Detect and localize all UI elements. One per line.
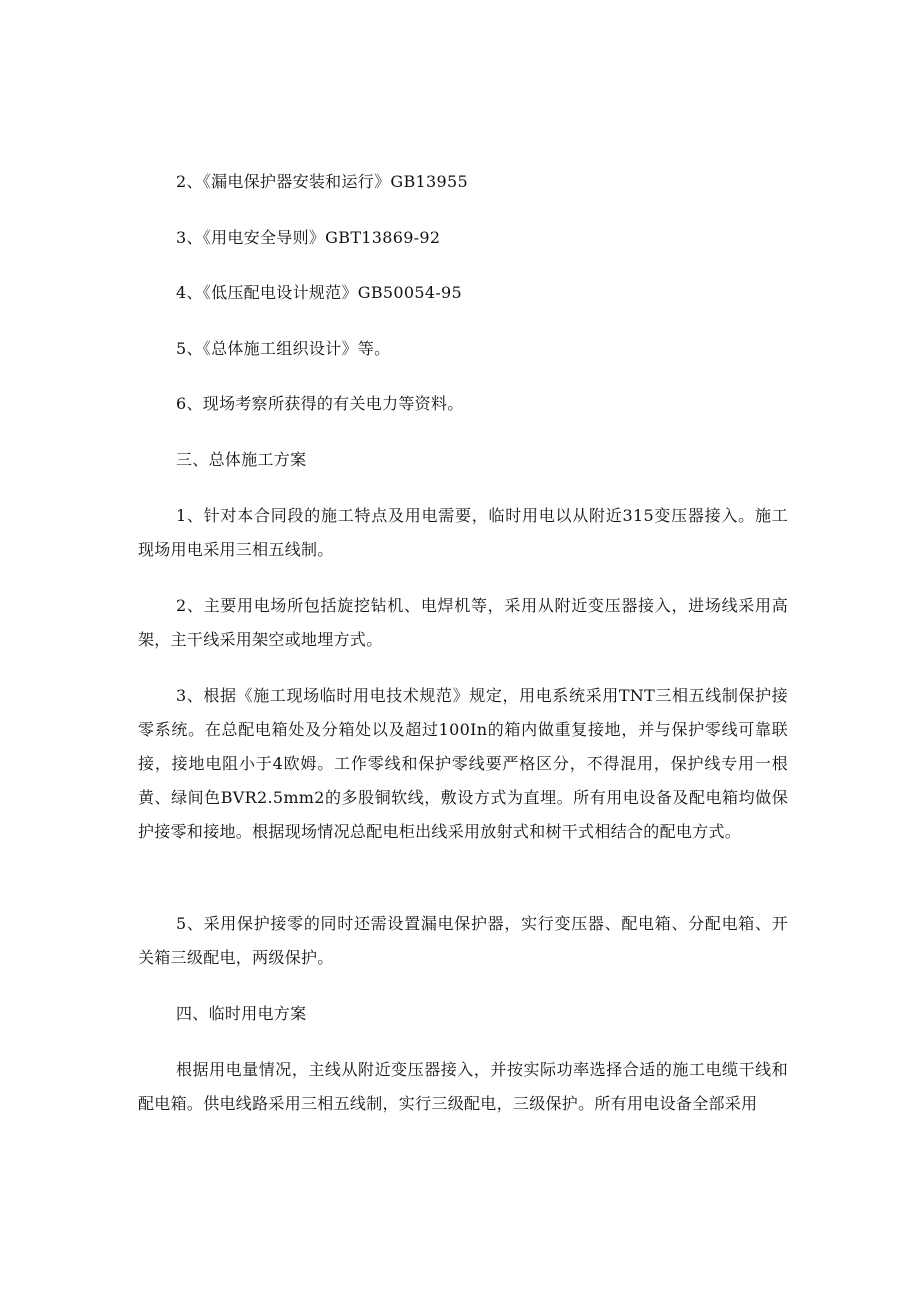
plan-item-1: 1、针对本合同段的施工特点及用电需要，临时用电以从附近315变压器接入。施工现场用电采用三相五线制。	[138, 506, 788, 559]
plan-item-5: 5、采用保护接零的同时还需设置漏电保护器，实行变压器、配电箱、分配电箱、开关箱三级配电，两级保护。	[138, 914, 788, 967]
reference-item-2: 2、《漏电保护器安装和运行》GB13955	[176, 172, 468, 191]
plan-item-3: 3、根据《施工现场临时用电技术规范》规定，用电系统采用TNT三相五线制保护接零系统。在总配电箱处及分箱处以及超过100In的箱内做重复接地，并与保护零线可靠联接，接地电阻小于4欧姆。工作零线和保护零线要严格区分，不得混用，保护线专用一根黄、绿间色BVR2.5mm2的多股铜软线，敷设方式为直埋。所有用电设备及配电箱均做保护接零和接地。根据现场情况总配电柜出线采用放射式和树干式相结合的配电方式。	[138, 686, 788, 841]
reference-item-6: 6、现场考察所获得的有关电力等资料。	[176, 394, 464, 413]
plan-item-2: 2、主要用电场所包括旋挖钻机、电焊机等，采用从附近变压器接入，进场线采用高架，主干线采用架空或地埋方式。	[138, 596, 788, 649]
reference-item-5: 5、《总体施工组织设计》等。	[176, 339, 391, 358]
reference-item-4: 4、《低压配电设计规范》GB50054-95	[176, 283, 462, 302]
section-heading-temporary-power: 四、临时用电方案	[176, 1004, 307, 1023]
section-heading-overall-plan: 三、总体施工方案	[176, 450, 307, 469]
temporary-power-paragraph: 根据用电量情况，主线从附近变压器接入，并按实际功率选择合适的施工电缆干线和配电箱。供电线路采用三相五线制，实行三级配电，三级保护。所有用电设备全部采用	[138, 1060, 788, 1113]
reference-item-3: 3、《用电安全导则》GBT13869-92	[176, 228, 441, 247]
